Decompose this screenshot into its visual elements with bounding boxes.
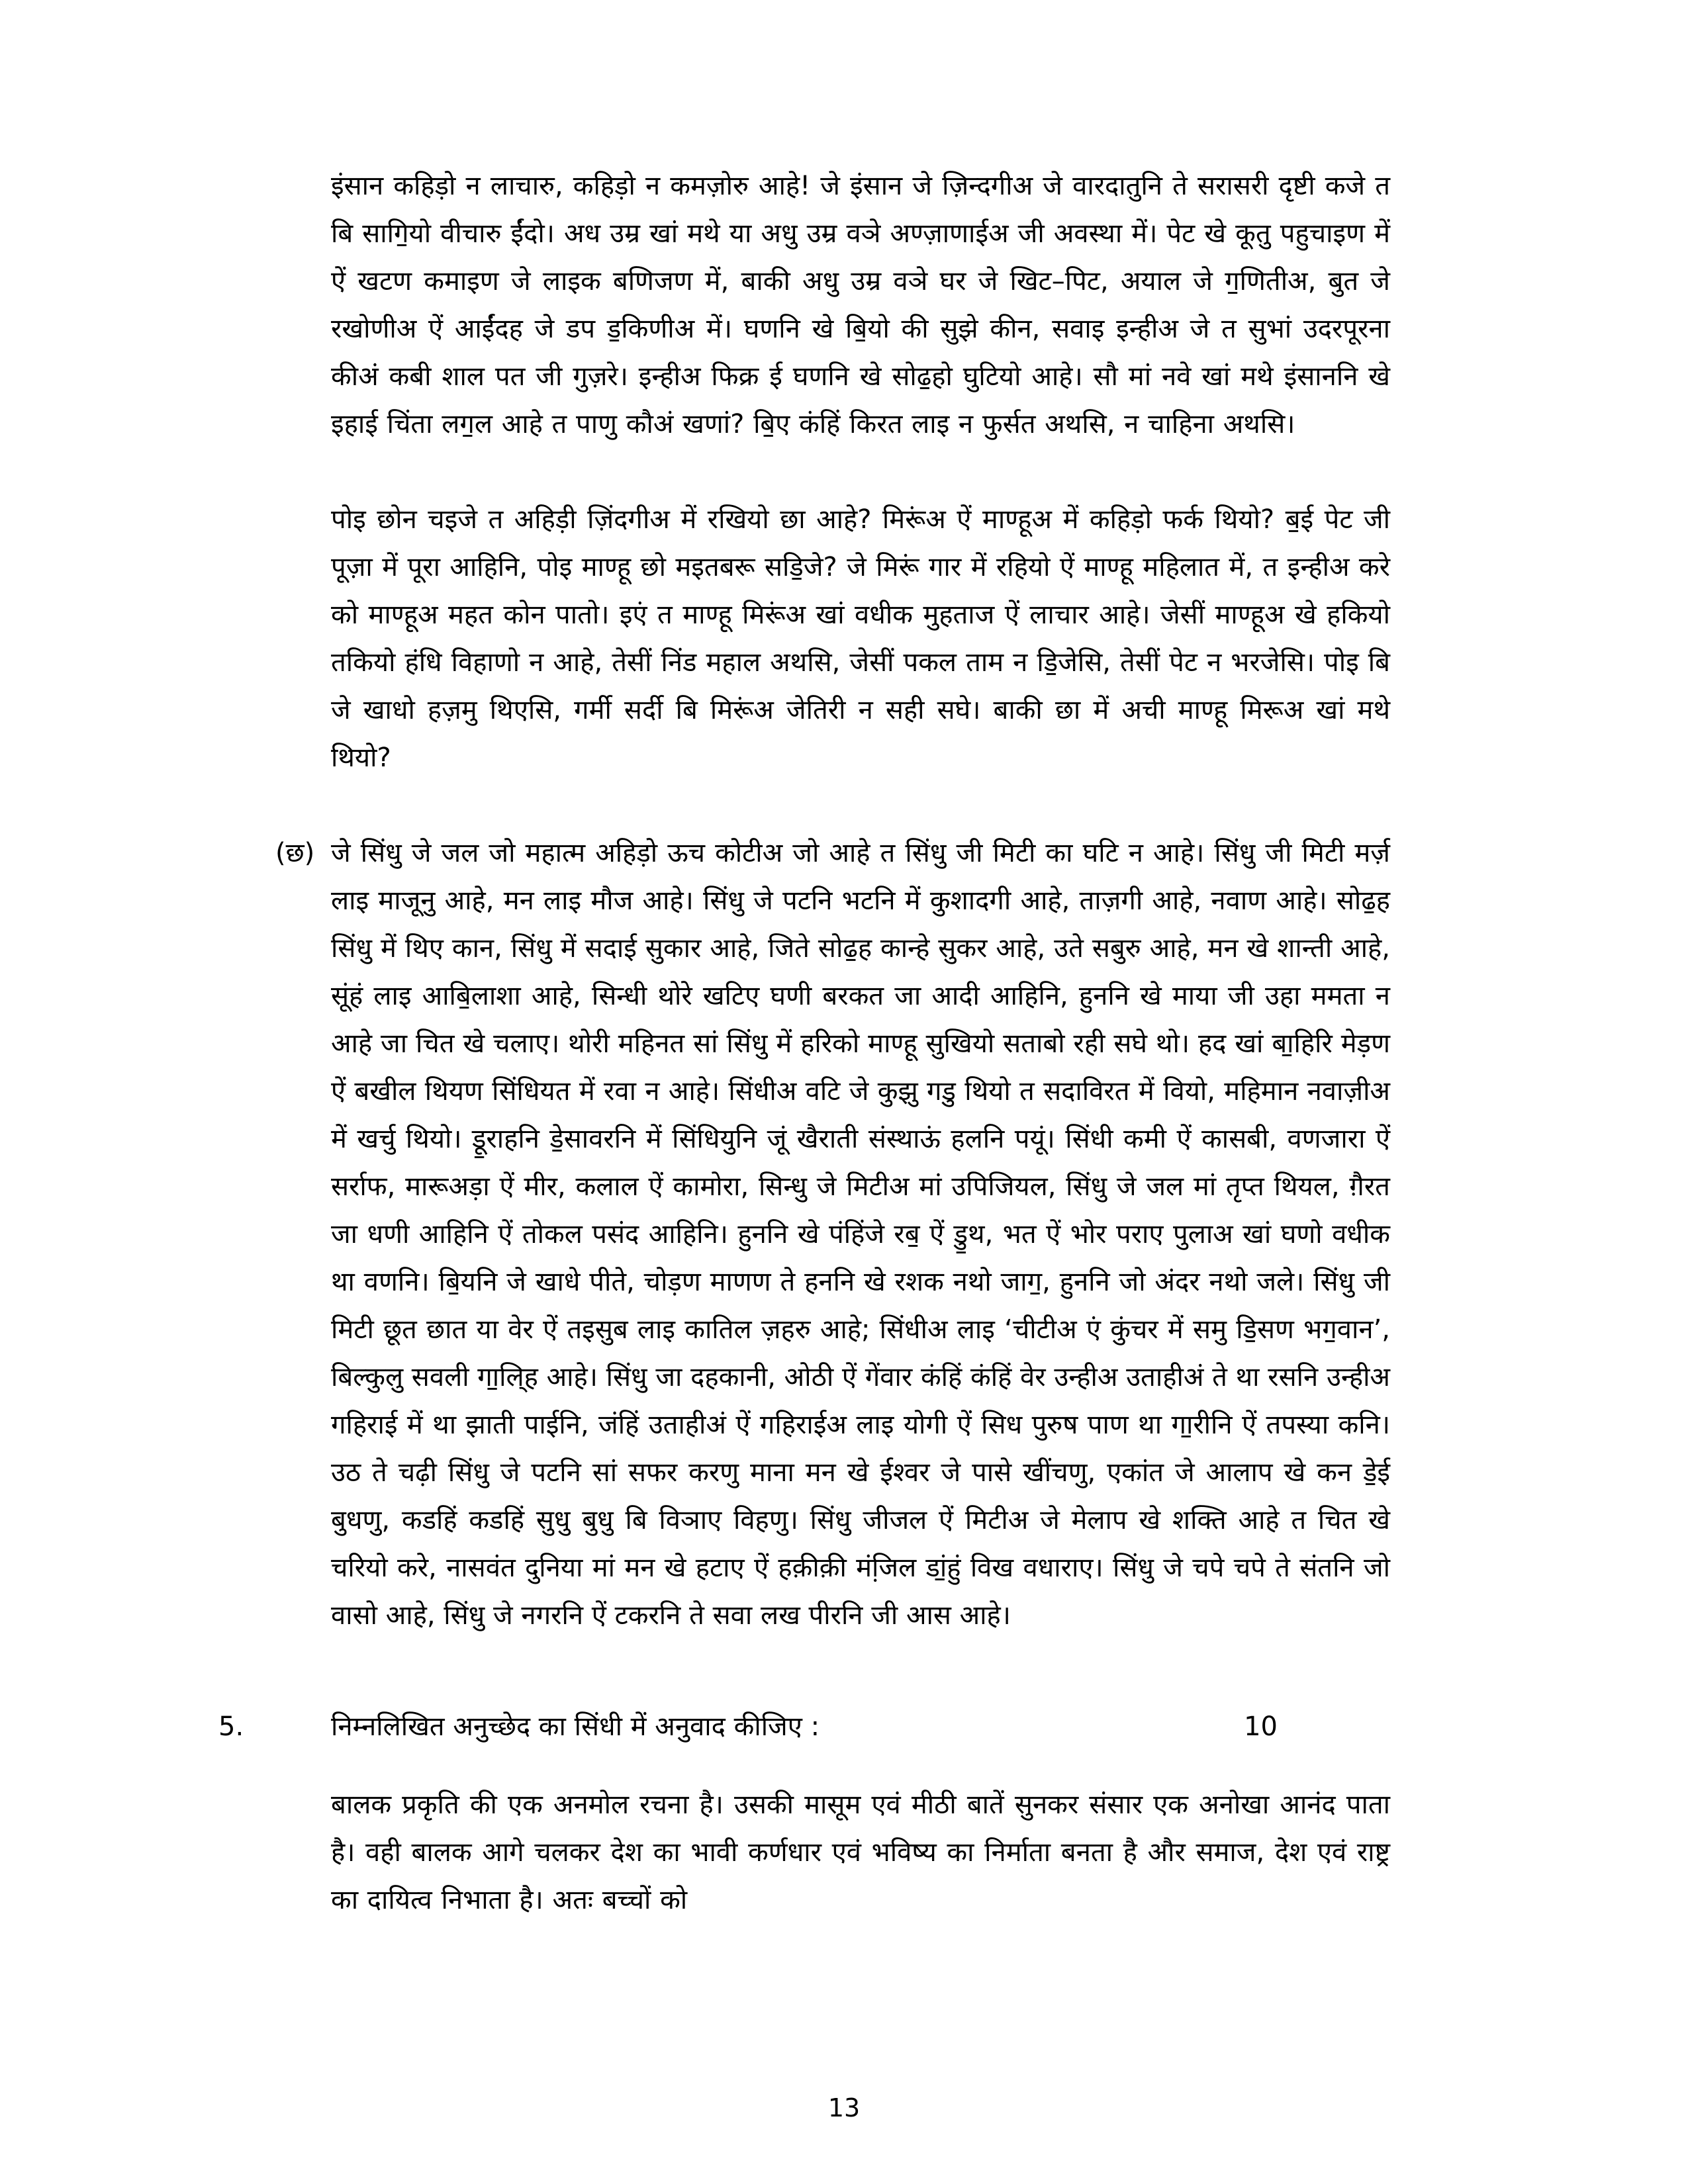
- question-5-row: [218, 1703, 1278, 1751]
- paragraph-two: पोइ छोन चइजे त अहिड़ी ज़िंदगीअ में रखियो छा आहे? मिरूंअ ऐं माण्हूअ में कहिड़ो फर्क थियो? ब॒ई पेट जी पूज़ा में पूरा आहिनि, पोइ माण्हू छो मइतबरू सडि॒जे? जे मिरूं गार में रहियो ऐं माण्हू महिलात में, त इन्हीअ करे को माण्हूअ महत कोन पातो। इएं त माण्हू मिरूंअ खां वधीक मुहताज ऐं लाचार आहे। जेसीं माण्हूअ खे हकियो तकियो हंधि विहाणो न आहे, तेसीं निंड महाल अथसि, जेसीं पकल ताम न डि॒जेसि, तेसीं पेट न भरजेसि। पोइ बि जे खाधो हज़मु थिएसि, गर्मी सर्दी बि मिरूंअ जेतिरी न सही सघे। बाकी छा में अची माण्हू मिरूअ खां मथे थियो?: [331, 504, 1390, 773]
- question-spacer: [331, 1639, 1390, 1703]
- list-item-text: जे सिंधु जे जल जो महात्म अहिड़ो ऊच कोटीअ जो आहे त सिंधु जी मिटी का घटि न आहे। सिंधु जी मिटी मर्ज़ लाइ माजूनु आहे, मन लाइ मौज आहे। सिंधु जे पटनि भटनि में कुशादगी आहे, ताज़गी आहे, नवाण आहे। सोढ॒ह सिंधु में थिए कान, सिंधु में सदाई सुकार आहे, जिते सोढ॒ह कान्हे सुकर आहे, उते सबुरु आहे, मन खे शान्ती आहे, सूंहं लाइ आबि॒लाशा आहे, सिन्धी थोरे खटिए घणी बरकत जा आदी आहिनि, हुननि खे माया जी उहा ममता न आहे जा चित खे चलाए। थोरी महिनत सां सिंधु में हरिको माण्हू सुखियो सताबो रही सघे थो। हद खां बा॒हिरि मेड़ण ऐं बखील थियण सिंधियत में रवा न आहे। सिंधीअ वटि जे कुझु गडु थियो त सदाविरत में वियो, महिमान नवाज़ीअ में खर्चु थियो। डू॒राहनि डे॒सावरनि में सिंधियुनि जूं खैराती संस्थाऊं हलनि पयूं। सिंधी कमी ऐं कासबी, वणजारा ऐं सर्राफ, मारूअड़ा ऐं मीर, कलाल ऐं कामोरा, सिन्धु जे मिटीअ मां उपिजियल, सिंधु जे जल मां तृप्त थियल, ग़ैरत जा धणी आहिनि ऐं तोकल पसंद आहिनि। हुननि खे पंहिंजे रब॒ ऐं डु॒थ, भत ऐं भोर पराए पुलाअ खां घणो वधीक था वणनि। बि॒यनि जे खाधे पीते, चोड़ण माणण ते हननि खे रशक नथो जाग॒, हुननि जो अंदर नथो जले। सिंधु जी मिटी छूत छात या वेर ऐं तइसुब लाइ कातिल ज़हरु आहे; सिंधीअ लाइ ‘चीटीअ एं कुंचर में समु डि॒सण भग॒वान’, बिल्कुलु सवली गा॒लि्ह आहे। सिंधु जा दहकानी, ओठी ऐं गेंवार कंहिं कंहिं वेर उन्हीअ उताहीअं ते था रसनि उन्हीअ गहिराई में था झाती पाईनि, जंहिं उताहीअं ऐं गहिराईअ लाइ योगी ऐं सिध पुरुष पाण था गा॒रीनि ऐं तपस्या कनि। उठ ते चढ़ी सिंधु जे पटनि सां सफर करणु माना मन खे ईश्वर जे पासे खींचणु, एकांत जे आलाप खे कन डे॒ई बुधणु, कडहिं कडहिं सुधु बुधु बि विञाए विहणु। सिंधु जीजल ऐं मिटीअ जे मेलाप खे शक्ति आहे त चित खे चरियो करे, नासवंत दुनिया मां मन खे हटाए ऐं हक़ीक़ी मंजि़ल डां॒हुं विख वधाराए। सिंधु जे चपे चपे ते संतनि जो वासो आहे, सिंधु जे नगरनि ऐं टकरनि ते सवा लख पीरनि जी आस आहे।: [331, 838, 1390, 1631]
- page-number: 13: [827, 2093, 861, 2122]
- question-5-number: 5.: [218, 1711, 244, 1742]
- question-5-marks: 10: [1244, 1711, 1278, 1742]
- paragraph-one: इंसान कहिड़ो न लाचारु, कहिड़ो न कमज़ोरु आहे! जे इंसान जे ज़िन्दगीअ जे वारदातुनि ते सरासरी दृष्टी कजे त बि सागि॒यो वीचारु ईंदो। अध उम्र खां मथे या अधु उम्र वञे अण्ज़ाणाईअ जी अवस्था में। पेट खे कूतु पहुचाइण में ऐं खटण कमाइण जे लाइक बणिजण में, बाकी अधु उम्र वञे घर जे खिट–पिट, अयाल जे ग॒णितीअ, बुत जे रखोणीअ ऐं आईंदह जे डप ड॒किणीअ में। घणनि खे बि॒यो की सुझे कीन, सवाइ इन्हीअ जे त सुभां उदरपूरना कीअं कबी शाल पत जी गुज़रे। इन्हीअ फिक्र ई घणनि खे सोढ॒हो घुटियो आहे। सौ मां नवे खां मथे इंसाननि खे इहाई चिंता लग॒ल आहे त पाणु कौअं खणां? बि॒ए कंहिं किरत लाइ न फुर्सत अथसि, न चाहिना अथसि।: [331, 171, 1390, 439]
- question-5-prompt: निम्नलिखित अनुच्छेद का सिंधी में अनुवाद कीजिए :: [331, 1711, 820, 1742]
- list-item-marker: (छ): [275, 838, 315, 868]
- question-5-passage: बालक प्रकृति की एक अनमोल रचना है। उसकी मासूम एवं मीठी बातें सुनकर संसार एक अनोखा आनंद पाता है। वही बालक आगे चलकर देश का भावी कर्णधार एवं भविष्य का निर्माता बनता है और समाज, देश एवं राष्ट्र का दायित्व निभाता है। अतः बच्चों को: [331, 1790, 1390, 1915]
- list-item-chha: [275, 829, 1390, 1639]
- page-content: [218, 162, 1390, 1924]
- paragraph-spacer-1: [331, 448, 1390, 496]
- passage-spacer: [331, 1751, 1390, 1781]
- paragraph-spacer-2: [331, 782, 1390, 829]
